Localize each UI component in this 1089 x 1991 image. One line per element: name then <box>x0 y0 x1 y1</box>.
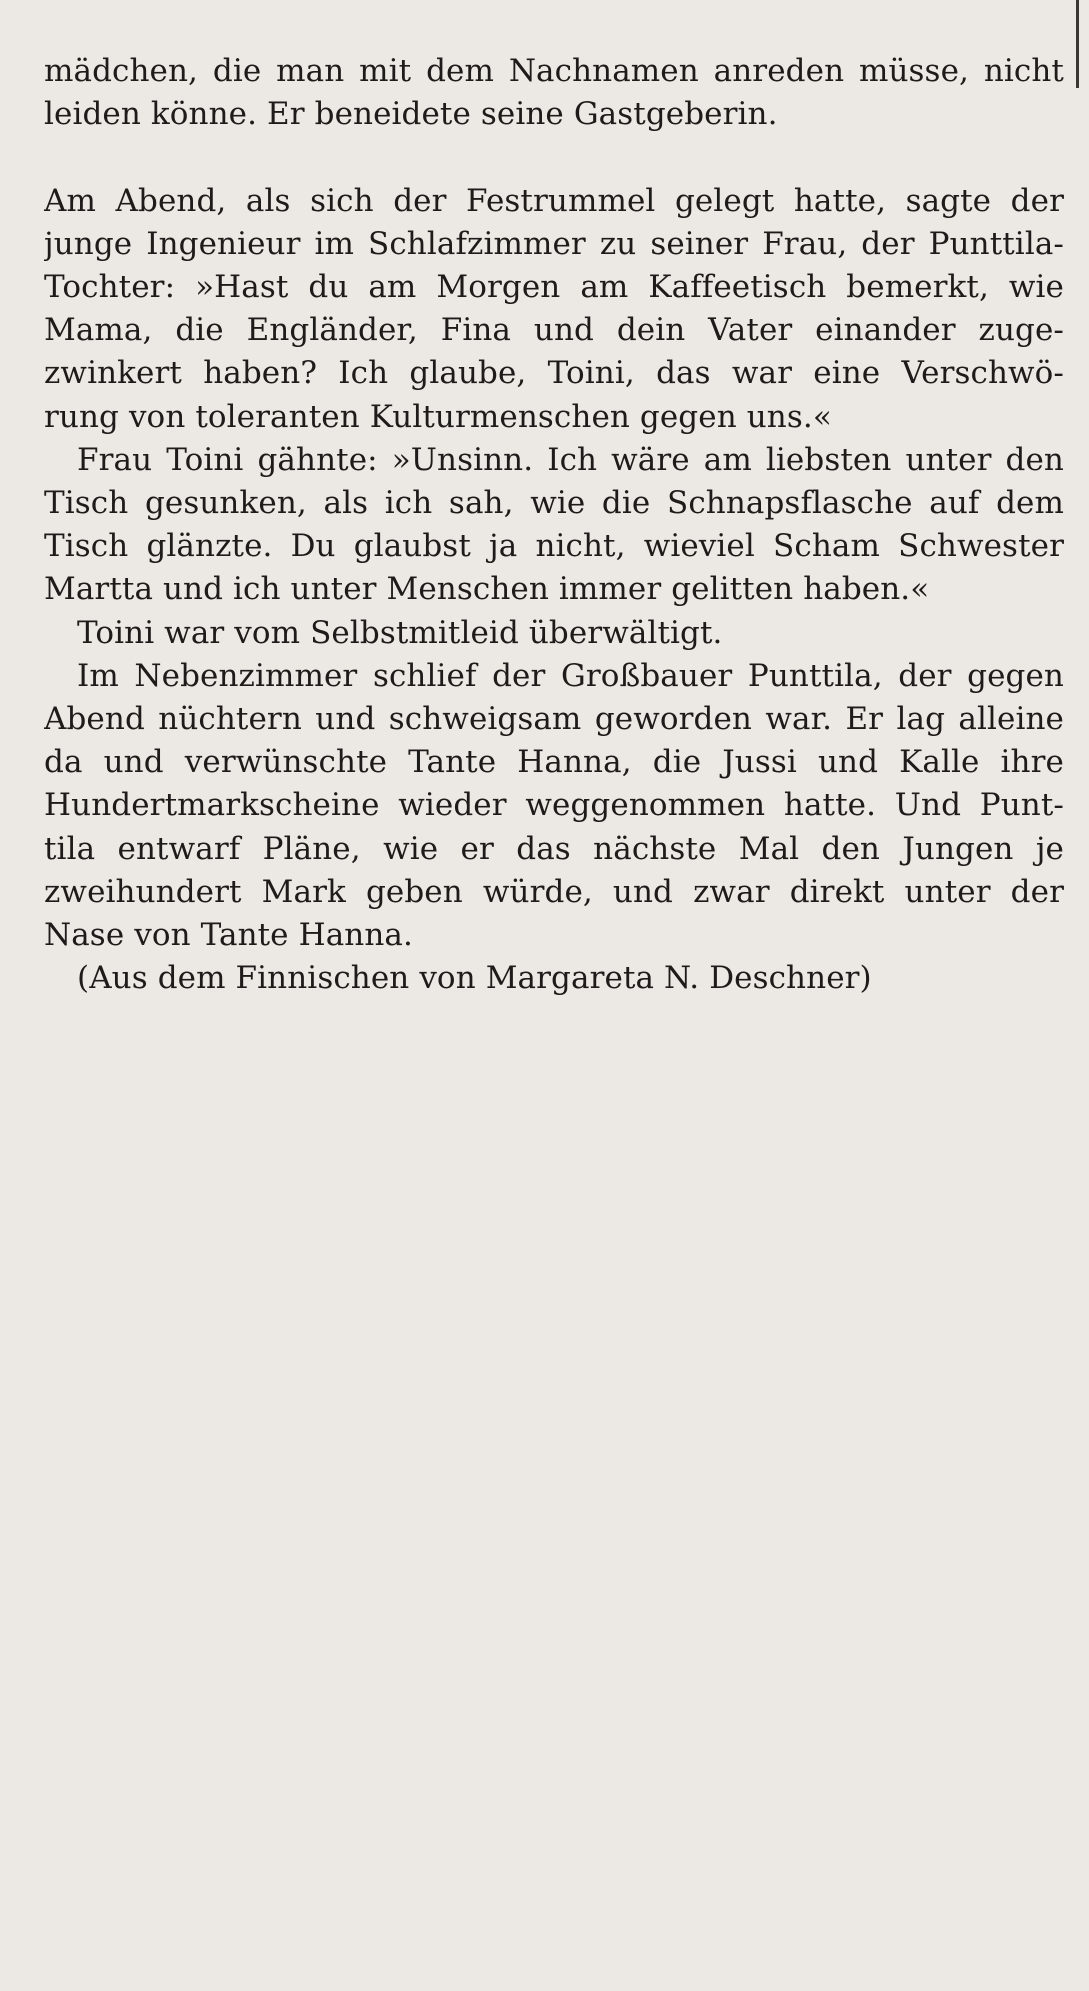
text-line: Abend nüchtern und schweigsam geworden war. Er lag alleine <box>44 701 1064 738</box>
text-line: mädchen, die man mit dem Nachnamen anreden müsse, nicht <box>44 53 1064 89</box>
text-line: da und verwünschte Tante Hanna, die Jussi und Kalle ihre <box>44 744 1064 781</box>
text-line: Am Abend, als sich der Festrummel gelegt hatte, sagte der <box>44 182 1064 219</box>
text-line: Tisch gesunken, als ich sah, wie die Schnapsflasche auf dem <box>44 485 1064 522</box>
text-line: junge Ingenieur im Schlafzimmer zu seiner Frau, der Punttila- <box>44 225 1064 262</box>
text-line: leiden könne. Er beneidete seine Gastgeberin. <box>44 96 778 133</box>
text-line: zwinkert haben? Ich glaube, Toini, das war eine Verschwö- <box>44 355 1064 392</box>
text-line: Tisch glänzte. Du glaubst ja nicht, wieviel Scham Schwester <box>44 528 1064 565</box>
translator-credit: (Aus dem Finnischen von Margareta N. Deschner) <box>77 960 872 997</box>
text-line: rung von toleranten Kulturmenschen gegen uns.« <box>44 398 832 435</box>
text-line: Hundertmarkscheine wieder weggenommen hatte. Und Punt- <box>44 787 1064 824</box>
text-line: Nase von Tante Hanna. <box>44 917 413 954</box>
paragraph-gap <box>44 136 1064 179</box>
page-edge-line <box>1076 0 1079 88</box>
body-text <box>44 50 1064 1000</box>
text-line: tila entwarf Pläne, wie er das nächste Mal den Jungen je <box>44 830 1064 867</box>
text-line: Toini war vom Selbstmitleid überwältigt. <box>77 614 723 651</box>
text-line: Tochter: »Hast du am Morgen am Kaffeetisch bemerkt, wie <box>44 269 1064 305</box>
text-line: Martta und ich unter Menschen immer gelitten haben.« <box>44 571 930 608</box>
text-line: Frau Toini gähnte: »Unsinn. Ich wäre am liebsten unter den <box>77 441 1064 478</box>
text-line: Mama, die Engländer, Fina und dein Vater einander zuge- <box>44 312 1064 349</box>
text-line: Im Nebenzimmer schlief der Großbauer Punttila, der gegen <box>77 657 1064 694</box>
text-line: zweihundert Mark geben würde, und zwar direkt unter der <box>44 873 1064 910</box>
